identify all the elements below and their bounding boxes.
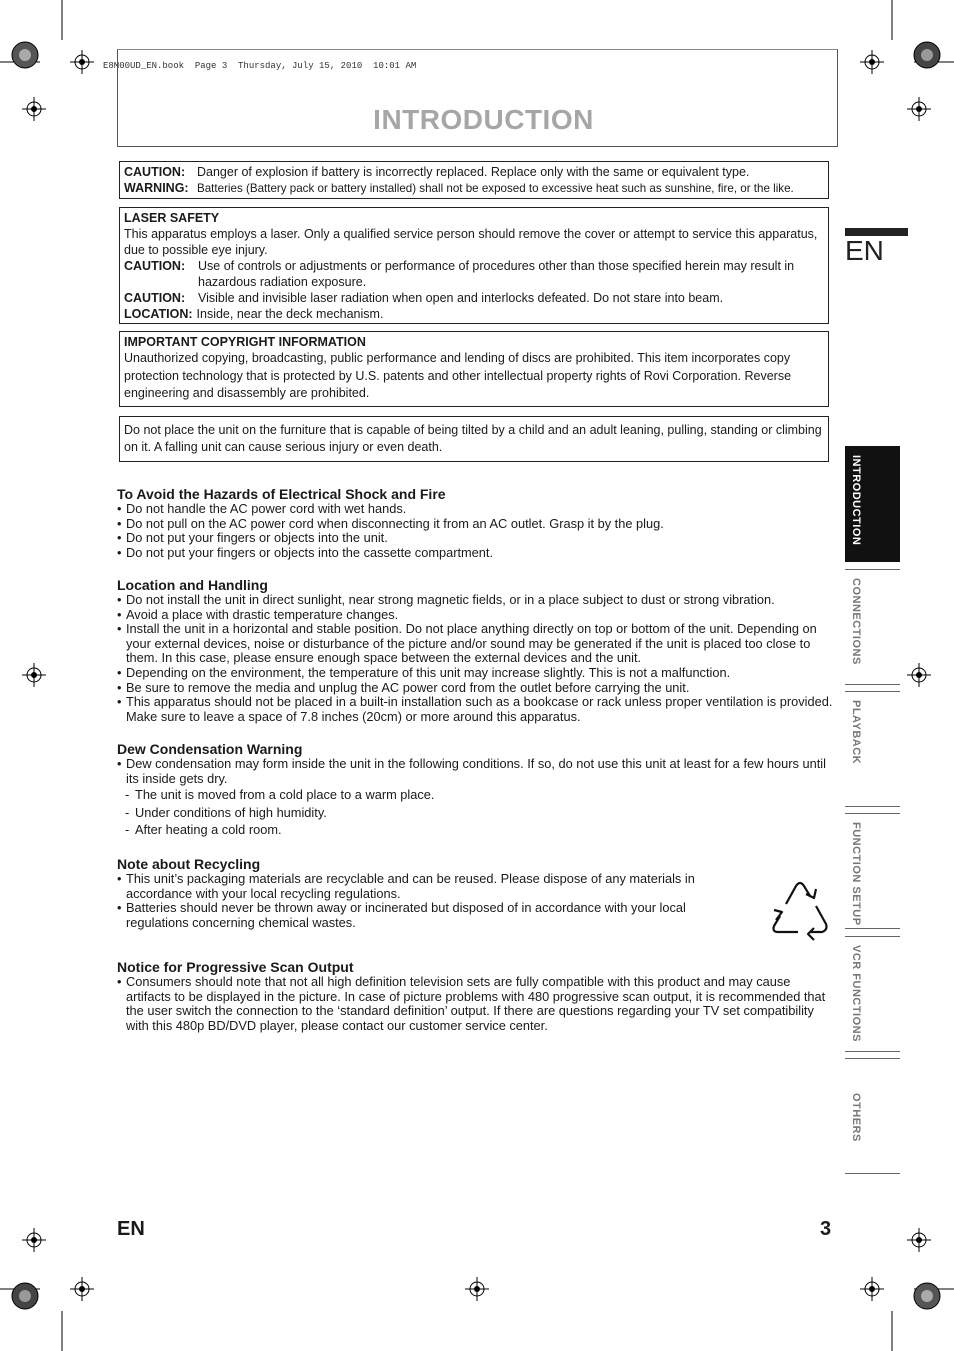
list-item: • Do not install the unit in direct sunlight, near strong magnetic fields, or in a place subject to dust or strong vibration. [117, 593, 837, 608]
tab-label: INTRODUCTION [850, 455, 862, 546]
tab-label: PLAYBACK [850, 700, 862, 765]
laser-location-text: Inside, near the deck mechanism. [196, 307, 384, 321]
list-item: • Be sure to remove the media and unplug the AC power cord from the outlet before carrying the unit. [117, 681, 837, 696]
color-calibration-wheel-icon [10, 40, 40, 70]
section-heading: Dew Condensation Warning [117, 741, 303, 757]
bullet-list [117, 757, 837, 786]
dew-section [117, 741, 837, 839]
registration-mark-icon [907, 97, 931, 121]
list-item: • This unit’s packaging materials are recyclable and can be reused. Please dispose of any materials in accordance with your local recycling regulations. [117, 872, 727, 901]
tab-playback[interactable] [845, 691, 900, 807]
recycling-section [117, 856, 727, 930]
tab-connections[interactable] [845, 569, 900, 685]
progressive-section [117, 959, 837, 1033]
section-heading: To Avoid the Hazards of Electrical Shock and Fire [117, 486, 446, 502]
sub-list-item: - Under conditions of high humidity. [117, 804, 837, 822]
laser-caution-text: Use of controls or adjustments or performance of procedures other than those specified herein may result in hazardous radiation exposure. [198, 259, 795, 289]
section-heading: Location and Handling [117, 577, 268, 593]
registration-mark-icon [22, 97, 46, 121]
color-calibration-wheel-icon [10, 1281, 40, 1311]
furniture-warning-box [119, 416, 829, 462]
list-item: • Do not put your fingers or objects into the cassette compartment. [117, 546, 837, 561]
list-item: • Consumers should note that not all high definition television sets are fully compatible with this product and may cause artifacts to be displayed in the picture. In case of picture problems with 480 progressive scan output, it is recommended that the user switch the connection to the ‘standard definition’ output. If there are questions regarding your TV set compatibility with this 480p BD/DVD player, please contact our customer service center. [117, 975, 837, 1033]
registration-mark-icon [22, 663, 46, 687]
caution-text: Danger of explosion if battery is incorrectly replaced. Replace only with the same or equivalent type. [197, 165, 750, 179]
dash-list [117, 786, 837, 839]
tab-label: CONNECTIONS [850, 578, 862, 665]
caution-row [124, 164, 824, 180]
registration-mark-icon [860, 1277, 884, 1301]
caution-box [119, 161, 829, 199]
location-section [117, 577, 837, 724]
laser-caution-row [124, 290, 824, 306]
language-marker: EN [845, 235, 884, 266]
laser-caution-row [124, 258, 824, 290]
laser-location-label: LOCATION: [124, 307, 193, 321]
copyright-text: Unauthorized copying, broadcasting, public performance and lending of discs are prohibited. This item incorporates copy protection technology that is protected by U.S. patents and other intellectual property rights of Rovi Corporation. Reverse engineering and disassembly are prohibited. [124, 351, 792, 400]
list-item: • Do not pull on the AC power cord when disconnecting it from an AC outlet. Grasp it by the plug. [117, 517, 837, 532]
list-item: • Do not put your fingers or objects into the unit. [117, 531, 837, 546]
caution-label: CAUTION: [124, 165, 186, 179]
shock-section [117, 486, 837, 560]
bullet-list [117, 975, 837, 1033]
list-item: • Install the unit in a horizontal and stable position. Do not place anything directly on top or bottom of the unit. Depending on your external devices, noise or disturbance of the picture and/or sound may be generated if the unit is placed too close to them. In this case, please ensure enough space between the external devices and the unit. [117, 622, 837, 666]
tab-label: OTHERS [850, 1093, 862, 1142]
laser-location-row [124, 306, 824, 322]
registration-mark-icon [907, 663, 931, 687]
laser-caution-label: CAUTION: [124, 259, 186, 273]
registration-mark-icon [70, 50, 94, 74]
tab-label: VCR FUNCTIONS [850, 945, 862, 1042]
registration-mark-icon [465, 1277, 489, 1301]
color-calibration-wheel-icon [912, 1281, 942, 1311]
section-heading: Note about Recycling [117, 856, 261, 872]
tab-others[interactable] [845, 1058, 900, 1174]
page-title: INTRODUCTION [373, 104, 594, 135]
furniture-warning-text: Do not place the unit on the furniture that is capable of being tilted by a child and an adult leaning, pulling, standing or climbing on it. A falling unit can cause serious injury or even death. [124, 423, 822, 454]
list-item: • Dew condensation may form inside the unit in the following conditions. If so, do not use this unit at least for a few hours until its inside gets dry. [117, 757, 837, 786]
tab-introduction[interactable] [845, 446, 900, 562]
laser-safety-intro: This apparatus employs a laser. Only a qualified service person should remove the cover or attempt to service this apparatus, due to possible eye injury. [124, 227, 818, 257]
registration-mark-icon [907, 1228, 931, 1252]
registration-mark-icon [70, 1277, 94, 1301]
warning-text: Batteries (Battery pack or battery installed) shall not be exposed to excessive heat such as sunshine, fire, or the like. [197, 182, 794, 195]
laser-caution-text: Visible and invisible laser radiation when open and interlocks defeated. Do not stare into beam. [198, 291, 724, 305]
tab-vcr-functions[interactable] [845, 936, 900, 1052]
list-item: • Depending on the environment, the temperature of this unit may increase slightly. This is not a malfunction. [117, 666, 837, 681]
registration-mark-icon [22, 1228, 46, 1252]
tab-label: FUNCTION SETUP [850, 822, 862, 926]
color-calibration-wheel-icon [912, 40, 942, 70]
laser-caution-label: CAUTION: [124, 291, 186, 305]
bullet-list [117, 593, 837, 724]
warning-row [124, 180, 824, 197]
list-item: • Do not handle the AC power cord with wet hands. [117, 502, 837, 517]
registration-mark-icon [860, 50, 884, 74]
section-heading: Notice for Progressive Scan Output [117, 959, 354, 975]
copyright-box [119, 331, 829, 407]
book-info-line: E8M00UD_EN.book Page 3 Thursday, July 15, 2010 10:01 AM [103, 61, 417, 71]
footer-language: EN [117, 1218, 145, 1240]
tab-function-setup[interactable] [845, 813, 900, 929]
page-number: 3 [820, 1218, 832, 1240]
list-item: • This apparatus should not be placed in a built-in installation such as a bookcase or rack unless proper ventilation is provided. Make sure to leave a space of 7.8 inches (20cm) or more around this apparatus. [117, 695, 837, 724]
list-item: • Avoid a place with drastic temperature changes. [117, 608, 837, 623]
recycle-icon [764, 876, 836, 946]
copyright-heading: IMPORTANT COPYRIGHT INFORMATION [124, 335, 366, 349]
warning-label: WARNING: [124, 181, 189, 195]
list-item: • Batteries should never be thrown away or incinerated but disposed of in accordance with your local regulations concerning chemical wastes. [117, 901, 727, 930]
laser-safety-box [119, 207, 829, 324]
bullet-list [117, 502, 837, 560]
sub-list-item: - The unit is moved from a cold place to a warm place. [117, 786, 837, 804]
sub-list-item: - After heating a cold room. [117, 821, 837, 839]
laser-safety-heading: LASER SAFETY [124, 211, 220, 225]
bullet-list [117, 872, 727, 930]
